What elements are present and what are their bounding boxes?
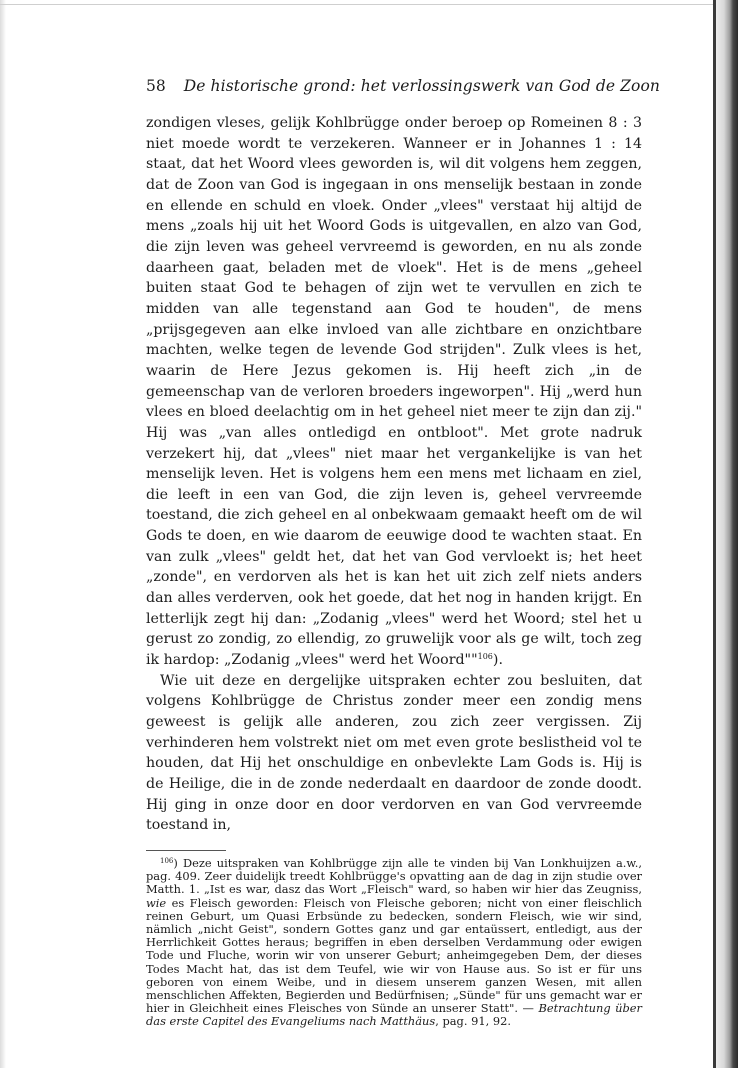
page-top-edge (0, 4, 714, 5)
page-left-edge (0, 0, 6, 1068)
footnote-reference: 106 (477, 652, 493, 662)
footnote-106 (146, 857, 642, 1029)
page-binding-shadow (714, 0, 738, 1068)
footnote-source-title: Betrachtung über das erste Capitel des Evangeliums nach Matthäus (146, 1001, 642, 1029)
body-text (146, 113, 642, 836)
book-page (146, 74, 660, 1029)
footnote-separator (146, 850, 226, 851)
running-head (146, 74, 660, 98)
footnote-emphasis: wie (146, 895, 167, 910)
paragraph-2: Wie uit deze en dergelijke uitspraken echter zou besluiten, dat volgens Kohlbrügge de Christus zonder meer een zondig mens geweest is gelijk alle anderen, zou zich zeer vergissen. Zij verhinderen hem volstrekt niet om met even grote beslistheid vol te houden, dat Hij het onschuldige en onbevlekte Lam Gods is. Hij is de Heilige, die in de zonde nederdaalt en daardoor de zonde doodt. Hij ging in onze door en door verdorven en van God vervreemde toestand in, (146, 672, 642, 834)
paragraph-1 (146, 113, 642, 671)
footnote-text-b: es Fleisch geworden: Fleisch von Fleische geboren; nicht von einer fleischlich reinen Geburt, um Quasi Erbsünde zu bedecken, sondern Fleisch, wie wir sind, nämlich „nicht Geist", sondern Gottes ganz und gar entaüssert, entledigt, aus der Herrlichkeit Gottes heraus; begriffen in eben derselben Verdammung oder ewigen Tode und Fluche, worin wir von unserer Geburt; anheimgegeben Dem, der dieses Todes Macht hat, das ist dem Teufel, wie wir von Hause aus. So ist er für uns geboren von einem Weibe, und in diesem unserem ganzen Wesen, mit allen menschlichen Affekten, Begierden und Bedürfnisen; „Sünde" für uns gemacht war er hier in Gleichheit eines Fleisches von Sünde an unserer Statt". — (146, 895, 642, 1016)
page-number: 58 (146, 77, 166, 95)
footnote-pages: , pag. 91, 92. (435, 1014, 511, 1029)
paragraph-1-text: zondigen vleses, gelijk Kohlbrügge onder beroep op Romeinen 8 : 3 niet moede wordt te verzekeren. Wanneer er in Johannes 1 : 14 staat, dat het Woord vlees geworden is, wil dit volgens hem zeggen, dat de Zoon van God is ingegaan in ons menselijk bestaan in zonde en ellende en schuld en vloek. Onder „vlees" verstaat hij altijd de mens „zoals hij uit het Woord Gods is uitgevallen, en alzo van God, die zijn leven was geheel vervreemd is geworden, en nu als zonde daarheen gaat, beladen met de vloek". Het is de mens „geheel buiten staat God te behagen of zijn wet te vervullen en zich te midden van alle tegenstand aan God te houden", de mens „prijsgegeven aan elke invloed van alle zichtbare en onzichtbare machten, welke tegen de levende God strijden". Zulk vlees is het, waarin de Here Jezus gekomen is. Hij heeft zich „in de gemeenschap van de verloren broeders ingeworpen". Hij „werd hun vlees en bloed deelachtig om in het geheel niet meer te zijn dan zij." Hij was „van alles ontledigd en ontbloot". Met grote nadruk verzekert hij, dat „vlees" niet maar het vergankelijke is van het menselijk leven. Het is volgens hem een mens met lichaam en ziel, die leeft in een van God, die zijn leven is, geheel vervreemde toestand, die zich geheel en al onbekwaam gemaakt heeft om de wil Gods te doen, en wie daarom de eeuwige dood te wachten staat. En van zulk „vlees" geldt het, dat het van God vervloekt is; het heet „zonde", en verdorven als het is kan het uit zich zelf niets anders dan alles verderven, ook het goede, dat het nog in handen krijgt. En letterlijk zegt hij dan: „Zodanig „vlees" werd het Woord; stel het u gerust zo zondig, zo ellendig, zo gruwelijk voor als ge wilt, toch zeg ik hardop: „Zodanig „vlees" werd het Woord"" (146, 115, 642, 669)
paragraph-1-end: ). (492, 652, 503, 669)
footnote-number: 106 (160, 856, 174, 865)
footnote (146, 857, 642, 1029)
footnote-text-a: ) Deze uitspraken van Kohlbrügge zijn alle te vinden bij Van Lonkhuijzen a.w., pag. 409. Zeer duidelijk treedt Kohlbrügge's opvatting aan de dag in zijn studie over Matth. 1. „Ist es war, dasz das Wort „Fleisch" ward, so haben wir hier das Zeugniss, (146, 855, 642, 897)
chapter-title: De historische grond: het verlossingswerk van God de Zoon (183, 77, 660, 95)
page-binding-line (713, 0, 716, 1068)
